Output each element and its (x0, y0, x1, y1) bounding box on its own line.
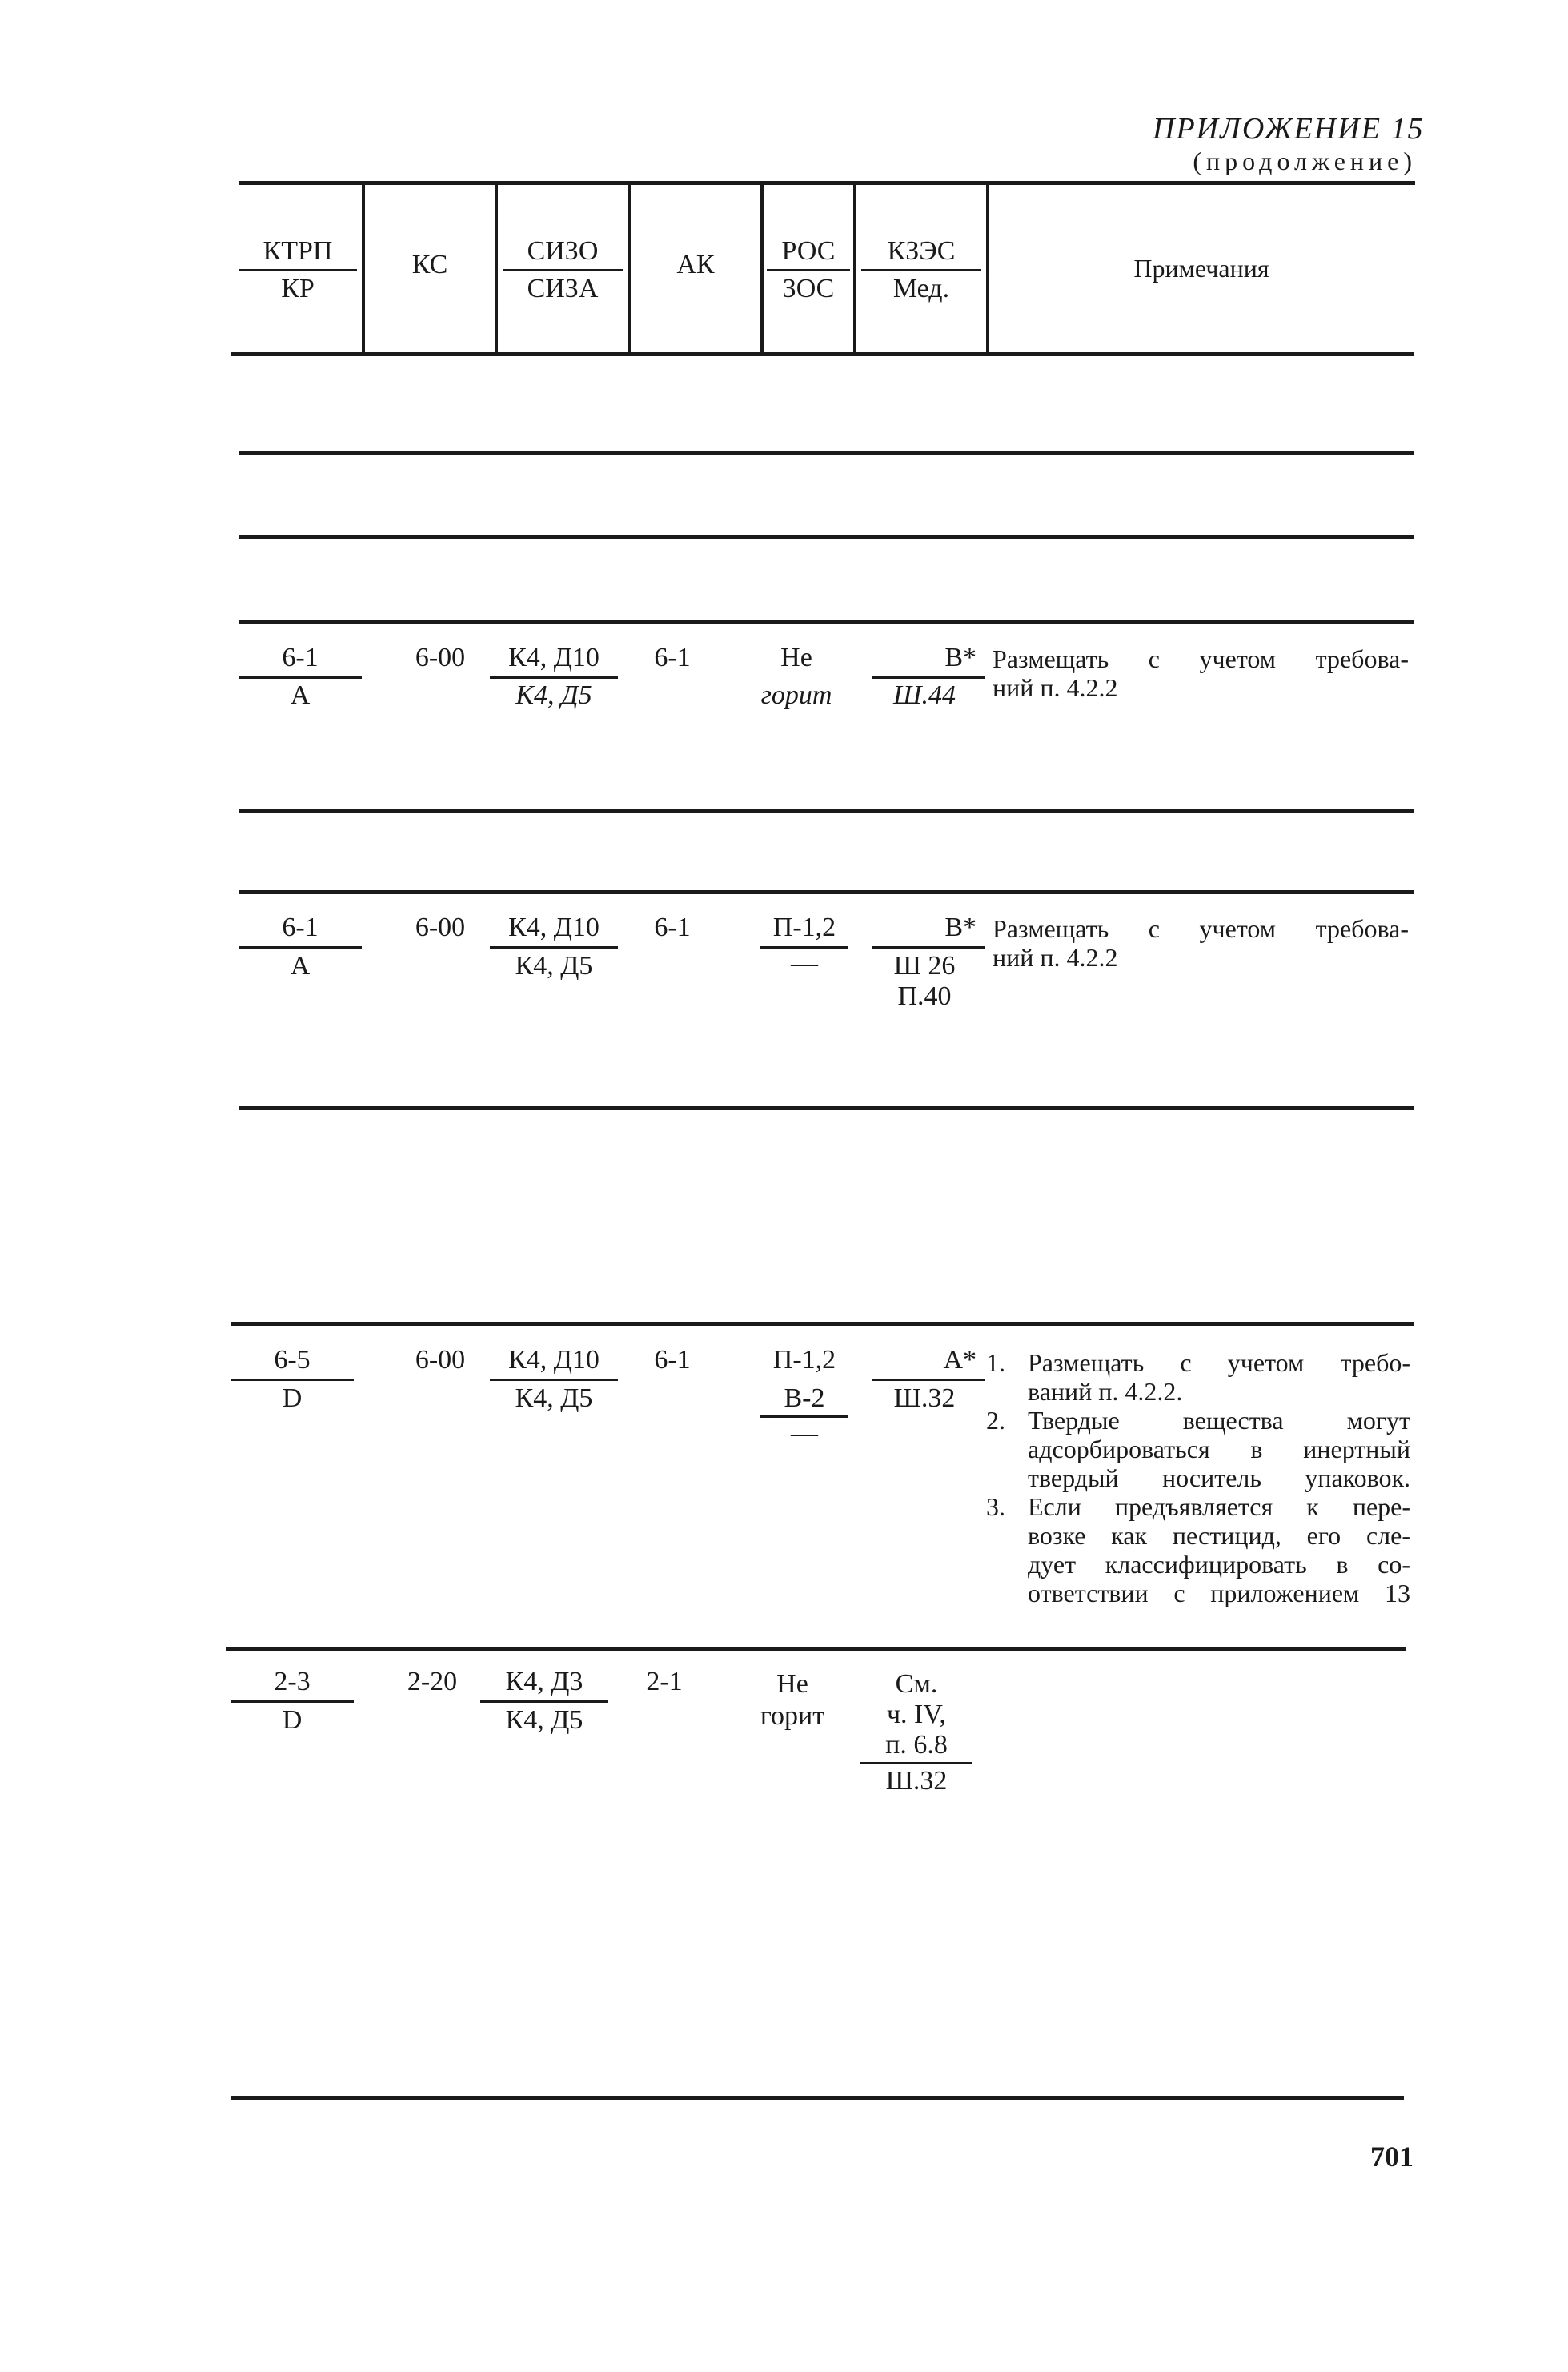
note-line: ний п. 4.2.2 (993, 673, 1118, 702)
note-line: Размещать с учетом требо- (1028, 1348, 1410, 1377)
fraction-bar (872, 676, 985, 679)
cell-ktrp: 6-5 (274, 1345, 311, 1375)
cell-kzes: См. (895, 1669, 938, 1699)
header-top-rule (239, 181, 1415, 185)
header-zos: ЗОС (782, 274, 835, 303)
fraction-bar (872, 1379, 985, 1381)
row-separator (239, 1106, 1414, 1110)
note-line: адсорбироваться в инертный (1028, 1435, 1410, 1463)
cell-med: Ш.44 (893, 680, 956, 710)
fraction-bar (861, 269, 981, 271)
appendix-subtitle: (продолжение) (1193, 146, 1417, 175)
fraction-bar (872, 946, 985, 949)
cell-zos: горит (760, 680, 832, 710)
fraction-bar (231, 1379, 354, 1381)
cell-sizo: К4, Д3 (505, 1667, 583, 1696)
fraction-bar (490, 1379, 618, 1381)
cell-med: Ш 26 (893, 951, 956, 981)
header-siza: СИЗА (527, 274, 599, 303)
fraction-bar (490, 946, 618, 949)
cell-notes (993, 914, 1409, 972)
cell-siza: К4, Д5 (515, 951, 593, 981)
fraction-bar (239, 269, 357, 271)
note-line: Твердые вещества могут (1028, 1406, 1410, 1435)
note-line: ний п. 4.2.2 (993, 943, 1118, 972)
note-line: Размещать с учетом требова- (993, 644, 1409, 673)
fraction-bar (480, 1700, 608, 1703)
cell-kzes: В* (944, 913, 976, 942)
cell-med: Ш.32 (893, 1383, 956, 1413)
cell-ros: Не (780, 643, 812, 672)
cell-ros: Не (776, 1669, 808, 1699)
row-separator (239, 809, 1414, 813)
cell-zos: — (791, 949, 818, 978)
cell-med: Ш.32 (885, 1766, 948, 1796)
note-number: 1. (986, 1348, 1005, 1377)
row-separator (226, 1647, 1406, 1651)
note-line: дует классифицировать в со- (1028, 1550, 1410, 1579)
fraction-bar (760, 1415, 848, 1418)
fraction-bar (860, 1762, 972, 1764)
cell-ak: 6-1 (654, 1345, 691, 1375)
fraction-bar (503, 269, 623, 271)
cell-ks: 6-00 (415, 1345, 466, 1375)
cell-kzes: А* (943, 1345, 976, 1375)
table-bottom-rule (231, 2096, 1404, 2100)
header-divider (853, 184, 856, 352)
cell-siza: К4, Д5 (515, 680, 592, 710)
cell-ros: П-1,2 (772, 1345, 836, 1375)
header-ks: КС (411, 250, 448, 279)
note-item (986, 1492, 1410, 1607)
cell-ak: 6-1 (654, 643, 691, 672)
cell-ros-extra: В-2 (784, 1383, 825, 1413)
cell-sizo: К4, Д10 (508, 1345, 600, 1375)
cell-kr: А (290, 680, 311, 710)
cell-ak: 2-1 (646, 1667, 683, 1696)
note-number: 3. (986, 1492, 1005, 1521)
header-ros: РОС (781, 236, 836, 266)
cell-ks: 2-20 (407, 1667, 458, 1696)
cell-zos: — (791, 1419, 818, 1448)
note-line: ответствии с приложением 13 (1028, 1579, 1410, 1607)
cell-ks: 6-00 (415, 643, 466, 672)
page-number: 701 (1370, 2141, 1414, 2173)
fraction-bar (239, 946, 362, 949)
fraction-bar (490, 676, 618, 679)
note-line: Если предъявляется к пере- (1028, 1492, 1410, 1521)
row-separator (239, 451, 1414, 455)
header-ak: АК (676, 250, 715, 279)
note-line: твердый носитель упаковок. (1028, 1463, 1410, 1492)
note-item (986, 1348, 1410, 1406)
cell-kzes: ч. IV, (886, 1700, 947, 1729)
header-ktrp: КТРП (263, 236, 333, 266)
header-sizo: СИЗО (527, 236, 599, 266)
header-med: Мед. (892, 274, 950, 303)
note-line: ваний п. 4.2.2. (1028, 1377, 1183, 1406)
header-kr: КР (281, 274, 315, 303)
row-separator (239, 890, 1414, 894)
cell-kr: D (282, 1705, 303, 1735)
note-number: 2. (986, 1406, 1005, 1435)
fraction-bar (767, 269, 850, 271)
note-item (986, 1406, 1410, 1492)
cell-kzes: п. 6.8 (885, 1730, 948, 1760)
cell-siza: К4, Д5 (505, 1705, 583, 1735)
cell-notes (986, 1348, 1410, 1607)
header-divider (495, 184, 498, 352)
cell-ktrp: 2-3 (274, 1667, 311, 1696)
cell-ktrp: 6-1 (282, 643, 319, 672)
cell-kr: D (282, 1383, 303, 1413)
cell-sizo: К4, Д10 (508, 913, 600, 942)
cell-sizo: К4, Д10 (508, 643, 600, 672)
cell-notes (993, 644, 1409, 702)
cell-ros: П-1,2 (772, 913, 836, 942)
header-divider (760, 184, 764, 352)
cell-med-extra: П.40 (897, 981, 952, 1011)
note-line: Размещать с учетом требова- (993, 914, 1409, 943)
appendix-title: ПРИЛОЖЕНИЕ 15 (1153, 112, 1425, 146)
cell-ak: 6-1 (654, 913, 691, 942)
row-separator (239, 620, 1414, 624)
header-bottom-rule (231, 352, 1414, 356)
cell-kr: А (290, 951, 311, 981)
fraction-bar (231, 1700, 354, 1703)
fraction-bar (239, 676, 362, 679)
cell-siza: К4, Д5 (515, 1383, 593, 1413)
cell-kzes: В* (944, 643, 976, 672)
cell-ktrp: 6-1 (282, 913, 319, 942)
cell-zos: горит (760, 1701, 825, 1731)
header-kzes: КЗЭС (887, 236, 956, 266)
row-separator (231, 1322, 1414, 1326)
note-line: возке как пестицид, его сле- (1028, 1521, 1410, 1550)
header-notes: Примечания (1133, 254, 1269, 283)
row-separator (239, 535, 1414, 539)
cell-ks: 6-00 (415, 913, 466, 942)
